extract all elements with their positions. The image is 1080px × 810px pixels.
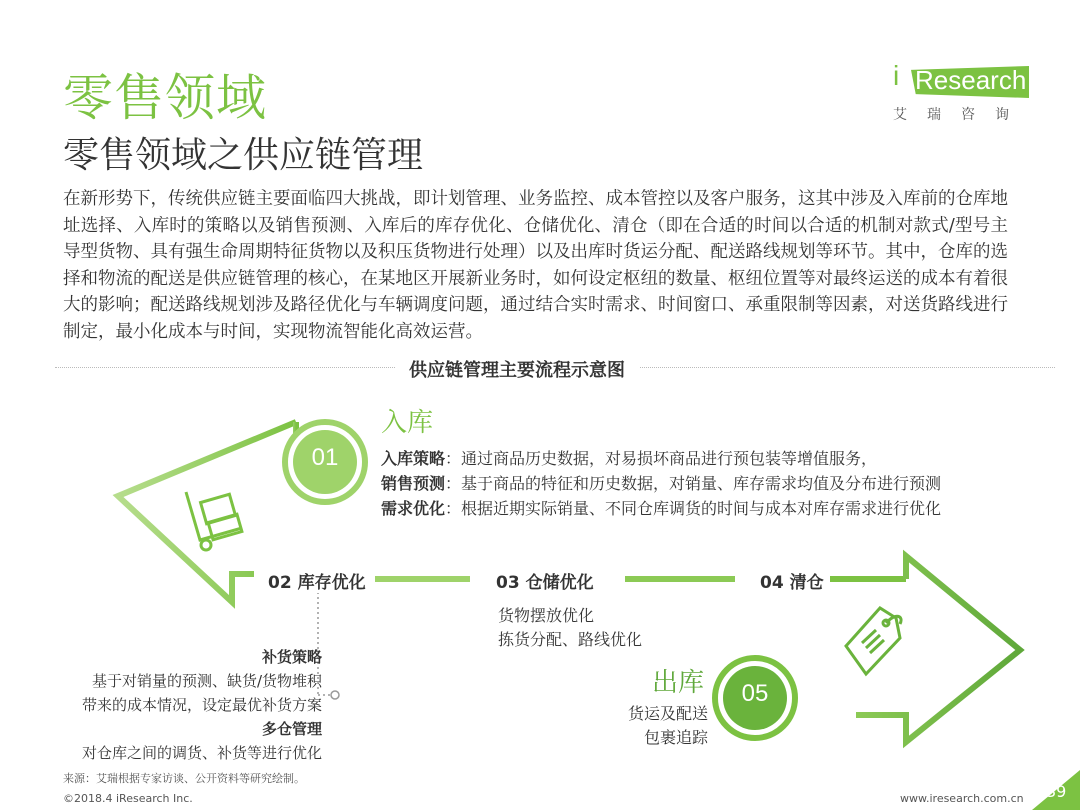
stage05-line: 货运及配送 [627, 704, 708, 723]
stage01-item-key: 入库策略 [381, 449, 446, 468]
page-title: 零售领域 [63, 69, 267, 127]
stage01-name: 入库 [381, 408, 434, 438]
flow-diagram [0, 380, 1080, 780]
hand-truck-icon [186, 492, 242, 550]
stage02-line: 对仓库之间的调货、补货等进行优化 [81, 744, 322, 762]
logo-chinese: 艾瑞咨询 [893, 107, 1029, 123]
stage01-item-text: ：基于商品的特征和历史数据，对销量、库存需求均值及分布进行预测 [445, 474, 942, 493]
stage01-item-key: 销售预测 [381, 474, 446, 493]
stage01-item [381, 496, 941, 521]
stage02-details [70, 645, 322, 765]
stage05-line: 包裹追踪 [643, 728, 708, 747]
footer-url[interactable]: www.iresearch.com.cn [900, 792, 1024, 805]
stage03-details [498, 604, 642, 652]
stock-dot [331, 691, 339, 699]
iresearch-logo [893, 60, 1043, 130]
logo-i: i [893, 60, 900, 91]
flow-title: 供应链管理主要流程示意图 [395, 356, 639, 382]
page-number: 39 [1046, 782, 1067, 801]
stage02-label: 02 库存优化 [262, 568, 372, 593]
stage05-details [600, 702, 708, 750]
logo-text: Research [915, 65, 1027, 95]
stage01-item-text: ：根据近期实际销量、不同仓库调货的时间与成本对库存需求进行优化 [445, 499, 942, 518]
stage01-items [381, 446, 941, 521]
stage03-line: 货物摆放优化 [498, 606, 595, 625]
stage03-label: 03 仓储优化 [490, 568, 600, 593]
intro-paragraph: 在新形势下，传统供应链主要面临四大挑战，即计划管理、业务监控、成本管控以及客户服务，这其中涉及入库前的仓库地址选择、入库时的策略以及销售预测、入库后的库存优化、仓储优化、清仓（即在合适的时间以合适的机制对款式/型号主导型货物、具有强生命周期特征货物以及积压货物进行处理）以及出库时货运分配、配送路线规划等环节。其中，仓库的选择和物流的配送是供应链管理的核心，在某地区开展新业务时，如何设定枢纽的数量、枢纽位置等对最终运送的成本有着很大的影响；配送路线规划涉及路径优化与车辆调度问题，通过结合实时需求、时间窗口、承重限制等因素，对送货路线进行制定，最小化成本与时间，实现物流智能化高效运营。 [63, 189, 1008, 342]
stage01-item-text: ：通过商品历史数据，对易损坏商品进行预包装等增值服务， [445, 449, 878, 468]
circle-01-number: 01 [311, 444, 339, 471]
stage02-heading: 补货策略 [261, 648, 322, 666]
footer-copyright: ©2018.4 iResearch Inc. [63, 792, 193, 805]
stage02-line: 基于对销量的预测、缺货/货物堆积 [91, 672, 322, 690]
stage02-heading: 多仓管理 [261, 720, 322, 738]
page-subtitle: 零售领域之供应链管理 [63, 135, 424, 176]
footer-source: 来源：艾瑞根据专家访谈、公开资料等研究绘制。 [63, 772, 305, 785]
stage01-item-key: 需求优化 [381, 499, 446, 518]
stage03-line: 拣货分配、路线优化 [498, 630, 643, 649]
circle-05-number: 05 [741, 680, 769, 707]
stage01-item [381, 446, 941, 471]
stage02-line: 带来的成本情况，设定最优补货方案 [81, 696, 322, 714]
stage01-item [381, 471, 941, 496]
stage05-name: 出库 [652, 668, 705, 698]
right-arrow-head [856, 556, 1020, 742]
price-tag-icon [846, 608, 901, 674]
stage04-label: 04 清仓 [754, 568, 830, 593]
